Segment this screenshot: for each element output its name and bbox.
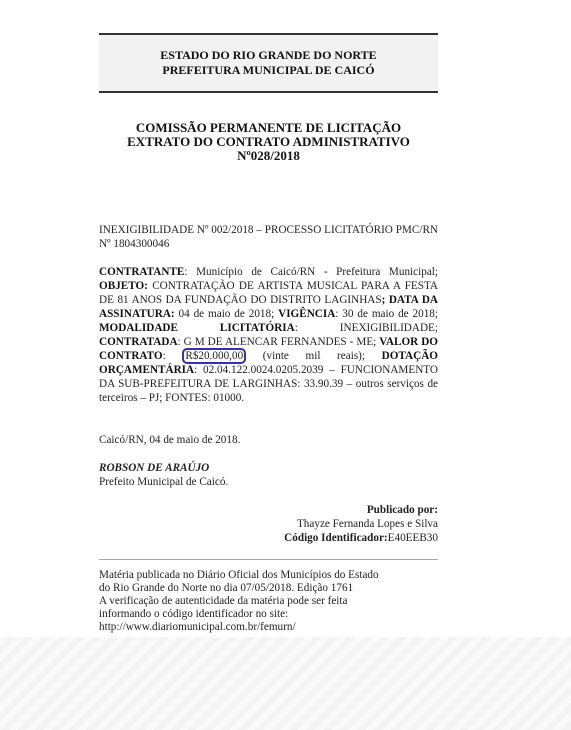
signatory-role: Prefeito Municipal de Caicó. <box>99 476 229 488</box>
publisher-name: Thayze Fernanda Lopes e Silva <box>296 518 438 530</box>
valor-separator: : <box>162 350 183 362</box>
document-title <box>99 121 438 163</box>
objeto-value: CONTRATAÇÃO DE ARTISTA MUSICAL PARA A FESTA DE 81 ANOS DA FUNDAÇÃO DO DISTRITO LAGINHAS <box>99 280 438 306</box>
data-assinatura-value: 04 de maio de 2018; <box>174 308 275 320</box>
contratante-value: : Município de Caicó/RN - Prefeitura Municipal; <box>184 266 438 278</box>
contratante-label: CONTRATANTE <box>99 266 185 278</box>
published-by-label: Publicado por: <box>366 504 438 516</box>
contract-paragraph <box>99 265 438 405</box>
footer-line-2: do Rio Grande do Norte no dia 07/05/2018. Edição 1761 <box>99 582 354 594</box>
vigencia-value: : 30 de maio de 2018; <box>335 308 438 320</box>
vigencia-label: VIGÊNCIA <box>278 308 336 320</box>
title-line-2: EXTRATO DO CONTRATO ADMINISTRATIVO <box>127 134 410 149</box>
code-label: Código Identificador: <box>284 532 388 544</box>
footer-notice <box>99 569 438 634</box>
footer-line-1: Matéria publicada no Diário Oficial dos Municípios do Estado <box>99 569 379 581</box>
data-assinatura-label: ; DATA DA ASSINATURA: <box>99 294 438 320</box>
header-state: ESTADO DO RIO GRANDE DO NORTE <box>160 48 377 62</box>
contratada-label: CONTRATADA <box>99 336 178 348</box>
contratada-value: : G M DE ALENCAR FERNANDES - ME; <box>177 336 377 348</box>
signatory-name: ROBSON DE ARAÚJO <box>99 462 210 474</box>
signature-block <box>99 461 438 489</box>
footer-line-4: informando o código identificador no site: <box>99 608 289 620</box>
inexigibilidade-paragraph: INEXIGIBILIDADE Nº 002/2018 – PROCESSO LICITATÓRIO PMC/RN Nº 1804300046 <box>99 224 438 250</box>
valor-highlight: R$20.000,00 <box>182 348 246 364</box>
page-background-bottom <box>0 637 571 730</box>
dotacao-label: DOTAÇÃO ORÇAMENTÁRIA <box>99 350 438 376</box>
title-line-1: COMISSÃO PERMANENTE DE LICITAÇÃO <box>135 120 402 135</box>
modalidade-value: : INEXIGIBILIDADE; <box>294 322 438 334</box>
header-prefecture: PREFEITURA MUNICIPAL DE CAICÓ <box>162 63 375 77</box>
objeto-label: OBJETO: <box>99 280 148 292</box>
footer-line-3: A verificação de autenticidade da matéria pode ser feita <box>99 595 348 607</box>
footer-divider <box>99 559 438 560</box>
title-line-3: Nº028/2018 <box>237 148 300 163</box>
valor-label: VALOR DO CONTRATO <box>99 336 438 362</box>
date-line: Caicó/RN, 04 de maio de 2018. <box>99 434 241 446</box>
document-header <box>99 33 438 93</box>
publication-block <box>99 503 438 545</box>
code-value: E40EEB30 <box>387 532 438 544</box>
valor-extenso: (vinte mil reais); <box>246 350 366 362</box>
modalidade-label: MODALIDADE LICITATÓRIA <box>99 322 295 334</box>
dotacao-value: : 02.04.122.0024.0205.2039 – FUNCIONAMENTO DA SUB-PREFEITURA DE LARGINHAS: 33.90.39 – outros serviços de terceiros – PJ; FONTES: 01000. <box>99 364 438 404</box>
footer-url: http://www.diariomunicipal.com.br/femurn/ <box>99 621 296 633</box>
